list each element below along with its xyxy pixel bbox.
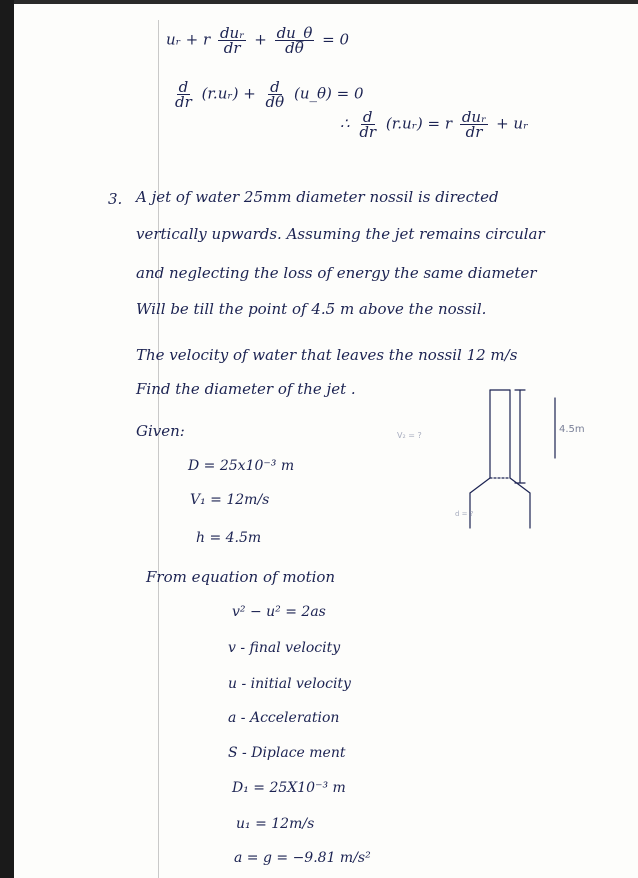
given-height: h = 4.5m xyxy=(196,530,262,546)
def-final-velocity: v - final velocity xyxy=(228,640,341,656)
fraction-d-dtheta: $\frac{d}{d\theta}$ xyxy=(265,78,285,111)
problem-line-6: Find the diameter of the jet . xyxy=(136,380,356,398)
scan-top-edge xyxy=(0,0,638,4)
value-d1: D₁ = 25X10⁻³ m xyxy=(232,780,346,796)
problem-line-3: and neglecting the loss of energy the same diameter xyxy=(136,264,537,282)
given-velocity: V₁ = 12m/s xyxy=(190,492,270,508)
value-u1: u₁ = 12m/s xyxy=(236,816,315,832)
v2-label: V₂ = ? xyxy=(397,431,422,440)
height-label: 4.5m xyxy=(559,424,585,435)
problem-line-4: Will be till the point of 4.5 m above the nossil. xyxy=(136,300,487,318)
problem-line-5: The velocity of water that leaves the nossil 12 m/s xyxy=(136,346,518,364)
fraction-d-dr: $\frac{d}{dr}$ xyxy=(175,78,192,111)
given-diameter: D = 25x10⁻³ m xyxy=(188,458,295,474)
problem-line-2: vertically upwards. Assuming the jet remains circular xyxy=(136,225,545,243)
given-heading: Given: xyxy=(136,422,185,440)
problem-number: 3. xyxy=(108,190,123,208)
def-acceleration: a - Acceleration xyxy=(228,710,340,726)
fraction-dur-dr: $\frac{\text{duᵣ}}{dr}$ xyxy=(219,24,245,57)
value-a: a = g = −9.81 m/s² xyxy=(234,850,371,866)
margin-line xyxy=(158,20,159,878)
problem-line-1: A jet of water 25mm diameter nossil is directed xyxy=(136,188,499,206)
def-displacement: S - Diplace ment xyxy=(228,745,346,761)
equation-result: ∴ $\frac{d}{dr}$ (r.uᵣ) = r $\frac{\text{duᵣ}}{dr}$ + uᵣ xyxy=(340,108,529,141)
equation-continuity-1: uᵣ + r $\frac{\text{duᵣ}}{dr}$ + $\frac{du\_\theta}{d\theta}$ = 0 xyxy=(166,24,350,57)
fraction-dur-dr-result: $\frac{\text{duᵣ}}{dr}$ xyxy=(461,108,487,141)
motion-heading: From equation of motion xyxy=(146,568,336,586)
fraction-dutheta-dtheta: $\frac{du\_\theta}{d\theta}$ xyxy=(276,24,313,57)
scan-left-edge xyxy=(0,0,14,878)
def-initial-velocity: u - initial velocity xyxy=(228,676,351,692)
bottom-diameter-label: d = ? xyxy=(455,510,474,518)
nozzle-left-taper xyxy=(470,478,490,493)
fraction-d-dr-result: $\frac{d}{dr}$ xyxy=(359,108,377,141)
motion-formula: v² − u² = 2as xyxy=(232,604,326,620)
nozzle-jet-sketch xyxy=(397,388,595,533)
equation-continuity-2: $\frac{d}{dr}$ (r.uᵣ) + $\frac{d}{d\theta}$ (u_θ) = 0 xyxy=(175,78,364,111)
